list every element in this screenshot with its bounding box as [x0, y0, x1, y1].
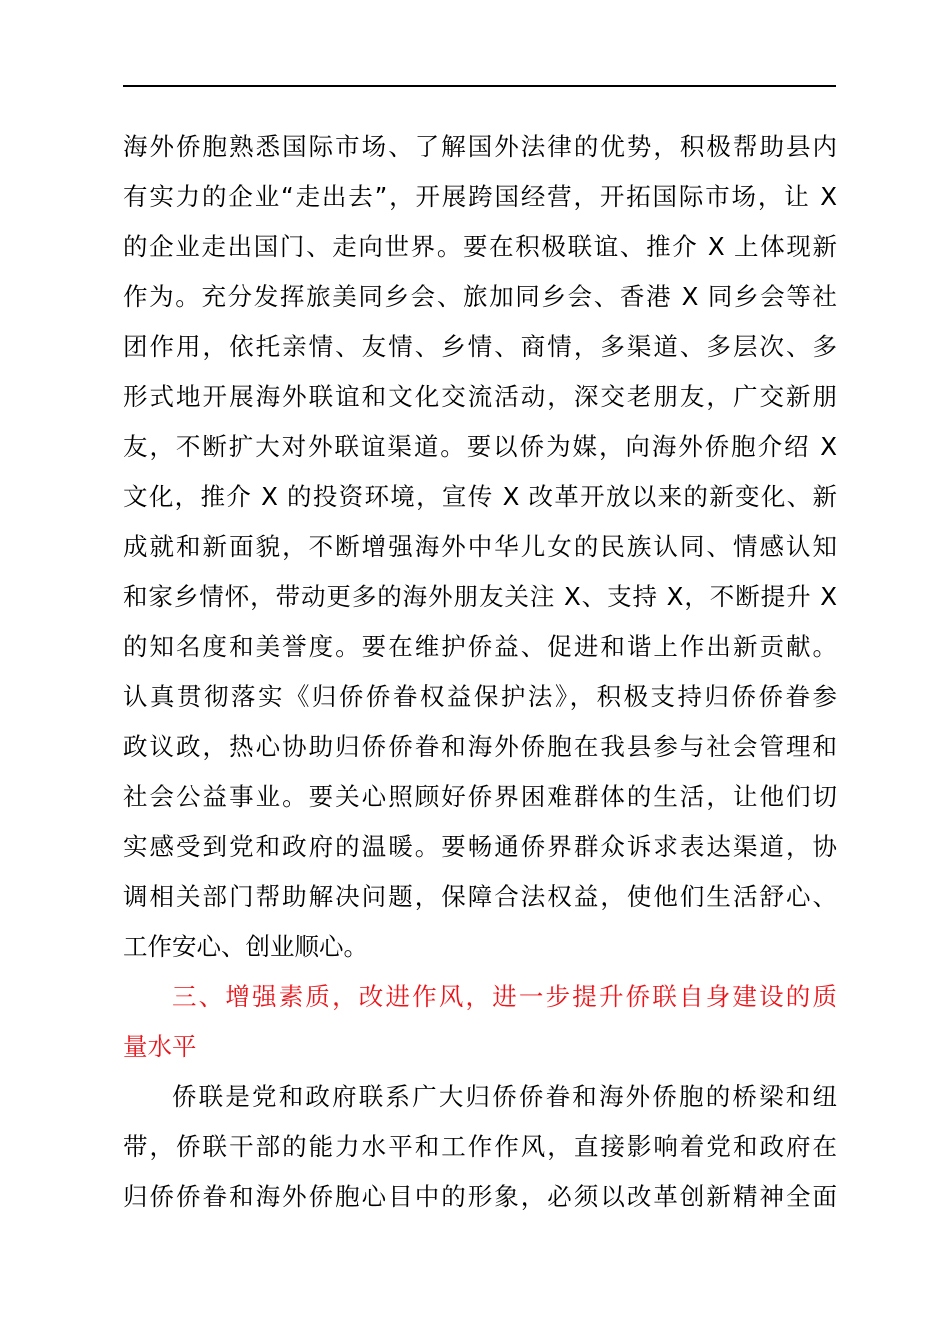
document-body: [123, 122, 837, 1222]
text-line: 调相关部门帮助解决问题，保障合法权益，使他们生活舒心、: [123, 882, 837, 911]
text-line: 归侨侨眷和海外侨胞心目中的形象，必须以改革创新精神全面: [123, 1182, 837, 1211]
heading-line: 三、增强素质，改进作风，进一步提升侨联自身建设的质: [172, 982, 837, 1011]
text-line: 政议政，热心协助归侨侨眷和海外侨胞在我县参与社会管理和: [123, 732, 837, 761]
text-line: 和家乡情怀，带动更多的海外朋友关注 X、支持 X，不断提升 X: [123, 582, 837, 611]
text-line: 带，侨联干部的能力水平和工作作风，直接影响着党和政府在: [123, 1132, 837, 1161]
text-line: 工作安心、创业顺心。: [123, 932, 368, 961]
text-line: 形式地开展海外联谊和文化交流活动，深交老朋友，广交新朋: [123, 382, 837, 411]
text-line: 友，不断扩大对外联谊渠道。要以侨为媒，向海外侨胞介绍 X: [123, 432, 837, 461]
text-line: 实感受到党和政府的温暖。要畅通侨界群众诉求表达渠道，协: [123, 832, 837, 861]
text-line: 海外侨胞熟悉国际市场、了解国外法律的优势，积极帮助县内: [123, 132, 837, 161]
text-line: 认真贯彻落实《归侨侨眷权益保护法》，积极支持归侨侨眷参: [123, 682, 837, 711]
text-line: 有实力的企业“走出去”，开展跨国经营，开拓国际市场，让 X: [123, 182, 837, 211]
text-line: 成就和新面貌，不断增强海外中华儿女的民族认同、情感认知: [123, 532, 837, 561]
header-rule: [123, 85, 836, 87]
text-line: 文化，推介 X 的投资环境，宣传 X 改革开放以来的新变化、新: [123, 482, 837, 511]
text-line: 的知名度和美誉度。要在维护侨益、促进和谐上作出新贡献。: [123, 632, 837, 661]
text-line: 团作用，依托亲情、友情、乡情、商情，多渠道、多层次、多: [123, 332, 837, 361]
text-line: 的企业走出国门、走向世界。要在积极联谊、推介 X 上体现新: [123, 232, 837, 261]
body-paragraph: [123, 122, 837, 972]
text-line: 侨联是党和政府联系广大归侨侨眷和海外侨胞的桥梁和纽: [172, 1082, 837, 1111]
body-paragraph: [123, 1072, 837, 1222]
text-line: 作为。充分发挥旅美同乡会、旅加同乡会、香港 X 同乡会等社: [123, 282, 837, 311]
section-heading: [123, 972, 837, 1072]
text-line: 社会公益事业。要关心照顾好侨界困难群体的生活，让他们切: [123, 782, 837, 811]
heading-line: 量水平: [123, 1032, 197, 1061]
